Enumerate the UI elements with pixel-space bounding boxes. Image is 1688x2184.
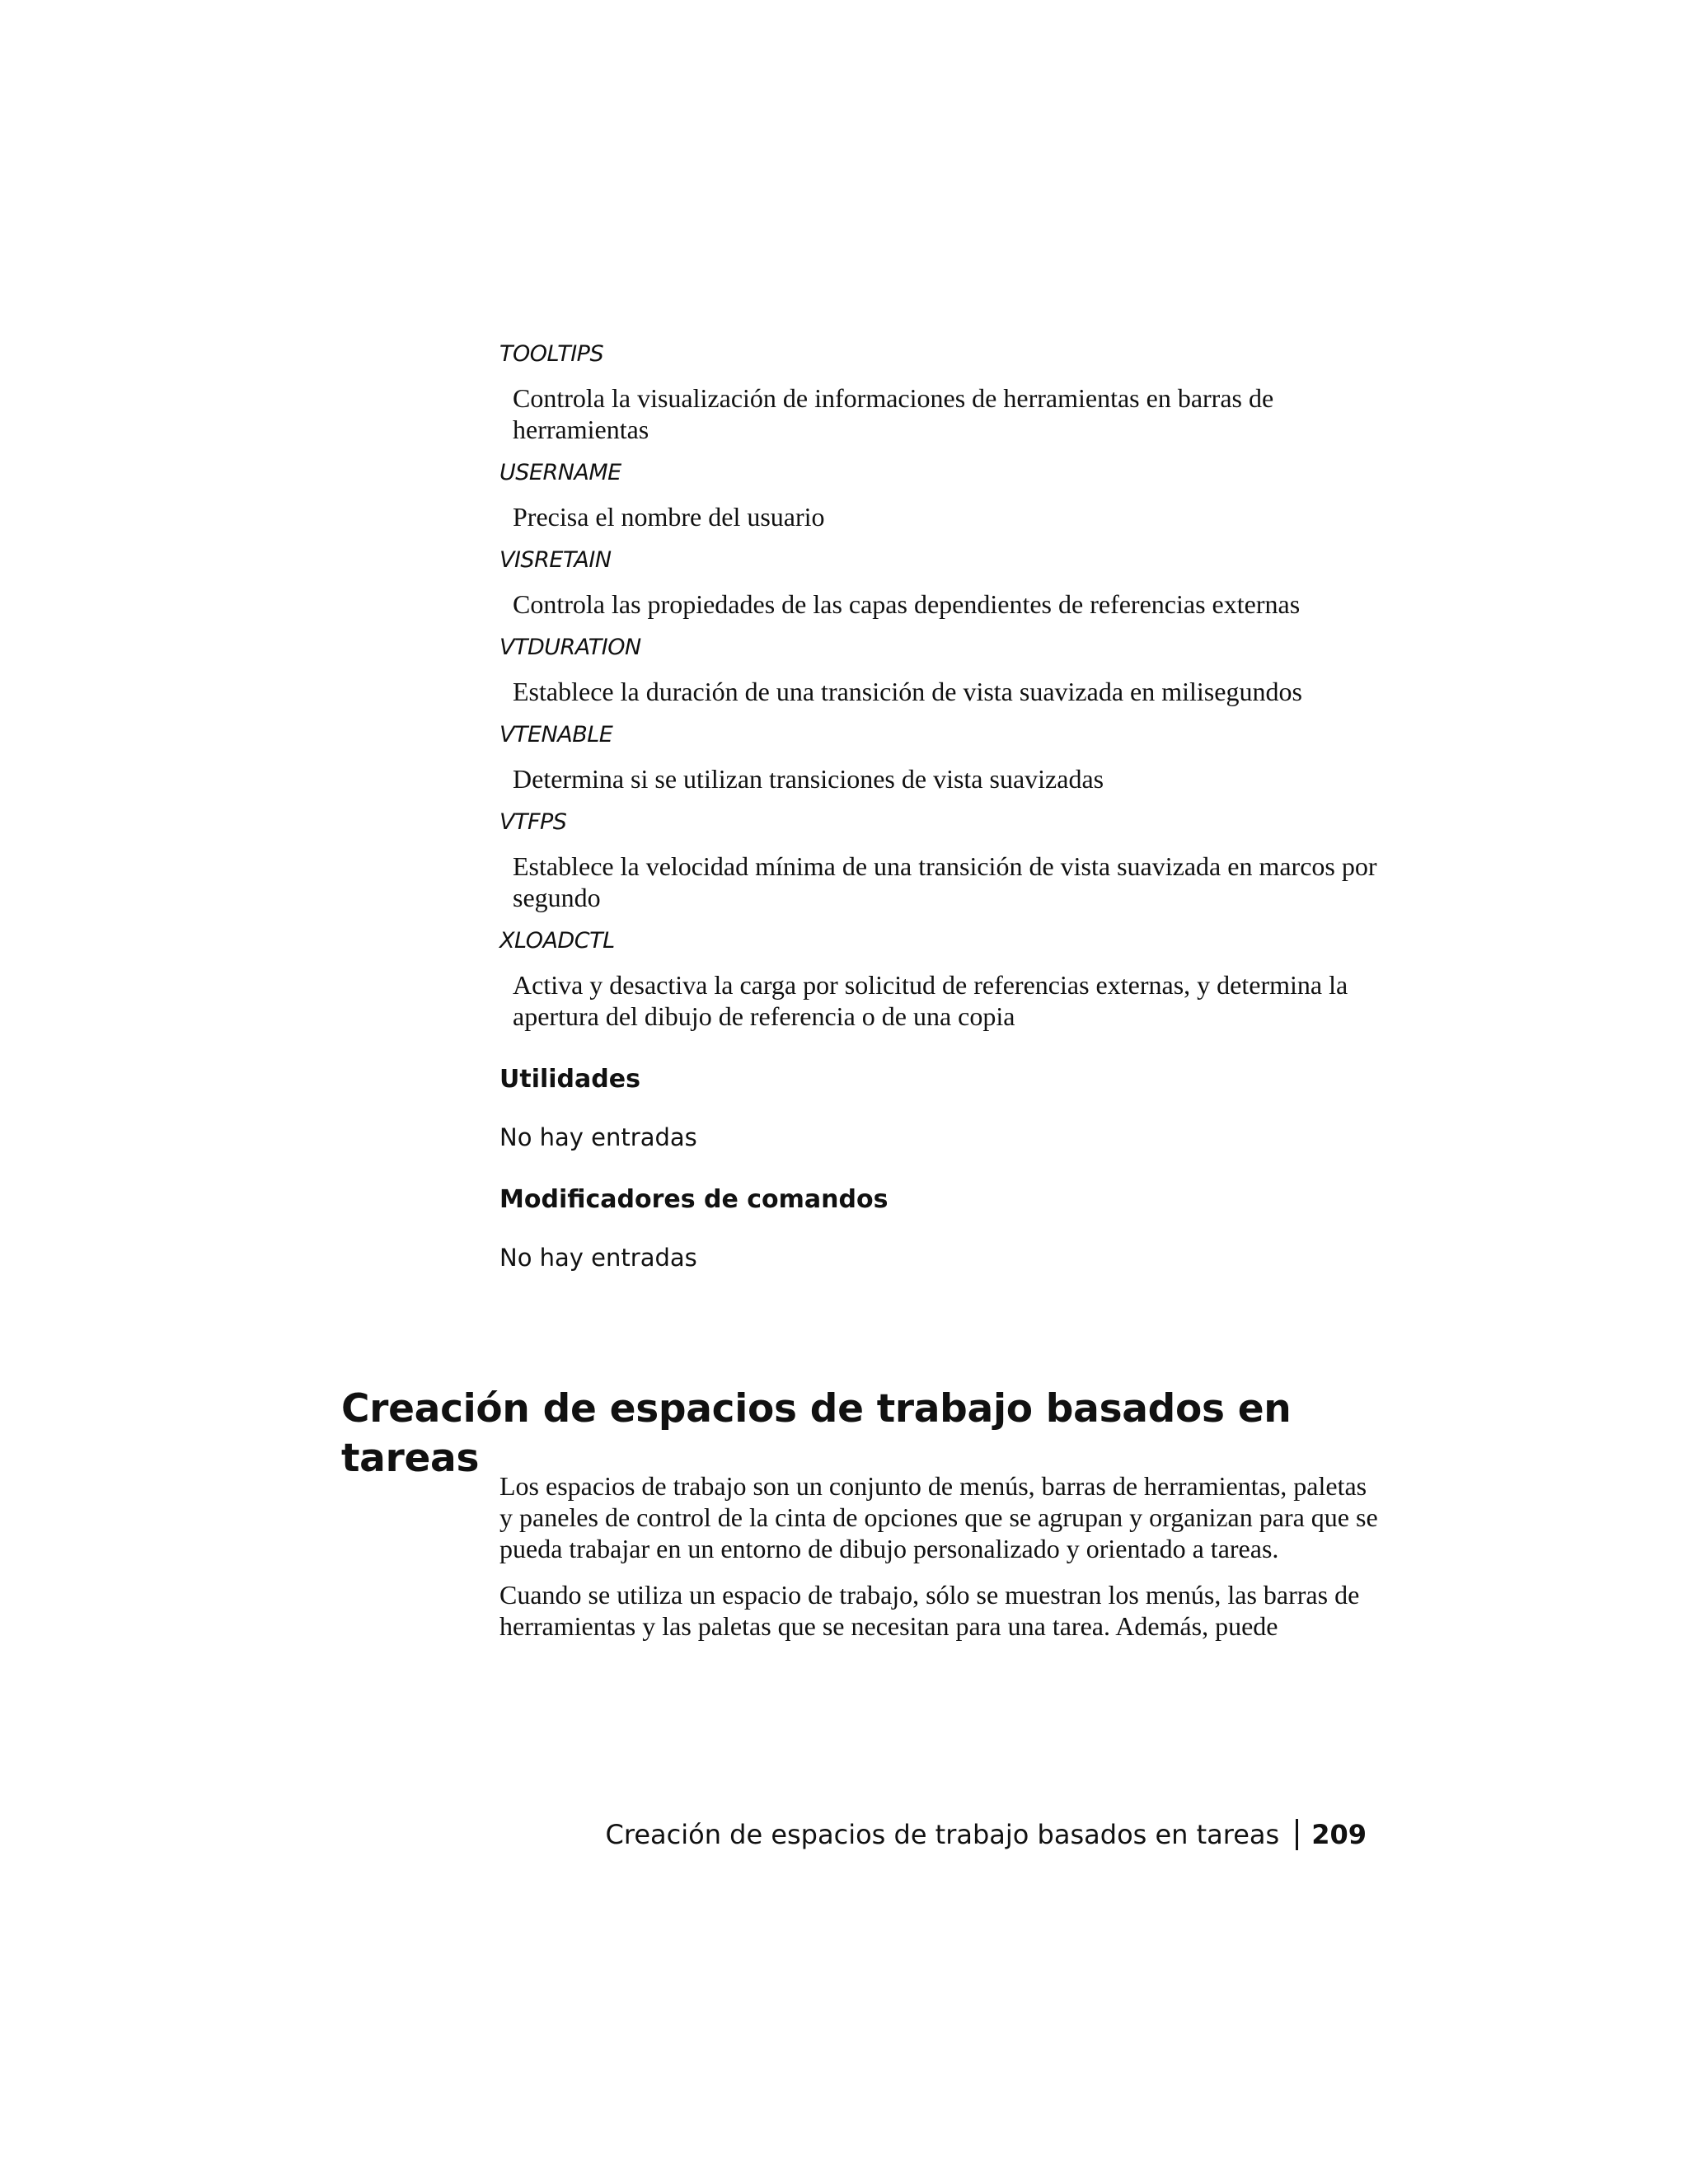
variable-name: VTFPS (499, 809, 567, 835)
section-body (499, 1470, 1381, 1657)
system-variable-list (499, 338, 1381, 1274)
section-title: Creación de espacios de trabajo basados en tareas (341, 1386, 1292, 1481)
variable-description: Establece la duración de una transición de vista suavizada en milisegundos (513, 677, 1302, 706)
modifiers-heading: Modificadores de comandos (499, 1185, 889, 1214)
body-paragraph: Cuando se utiliza un espacio de trabajo, sólo se muestran los menús, las barras de herramientas y las paletas que se necesitan para una tarea. Además, puede (499, 1580, 1360, 1641)
footer-separator (1296, 1819, 1298, 1850)
running-title: Creación de espacios de trabajo basados en tareas (605, 1819, 1280, 1850)
variable-name: VISRETAIN (499, 547, 612, 573)
variable-description: Determina si se utilizan transiciones de vista suavizadas (513, 764, 1104, 794)
variable-name: USERNAME (499, 460, 621, 485)
variable-description: Controla la visualización de informaciones de herramientas en barras de herramientas (513, 383, 1274, 444)
page-number: 209 (1311, 1819, 1367, 1850)
variable-name: XLOADCTL (499, 928, 615, 954)
variable-description: Controla las propiedades de las capas dependientes de referencias externas (513, 589, 1301, 619)
page-footer (606, 1816, 1367, 1853)
variable-name: VTDURATION (499, 635, 641, 660)
variable-description: Activa y desactiva la carga por solicitud de referencias externas, y determina la apertura del dibujo de referencia o de una copia (513, 970, 1348, 1031)
utilities-text: No hay entradas (499, 1123, 697, 1151)
variable-description: Establece la velocidad mínima de una transición de vista suavizada en marcos por segundo (513, 851, 1377, 912)
modifiers-text: No hay entradas (499, 1244, 697, 1272)
variable-description: Precisa el nombre del usuario (513, 502, 825, 532)
body-paragraph: Los espacios de trabajo son un conjunto de menús, barras de herramientas, paletas y paneles de control de la cinta de opciones que se agrupan y organizan para que se pueda trabajar en un entorno de dibujo personalizado y orientado a tareas. (499, 1471, 1378, 1563)
utilities-heading: Utilidades (499, 1065, 640, 1094)
variable-name: TOOLTIPS (499, 341, 604, 367)
variable-name: VTENABLE (499, 722, 613, 748)
